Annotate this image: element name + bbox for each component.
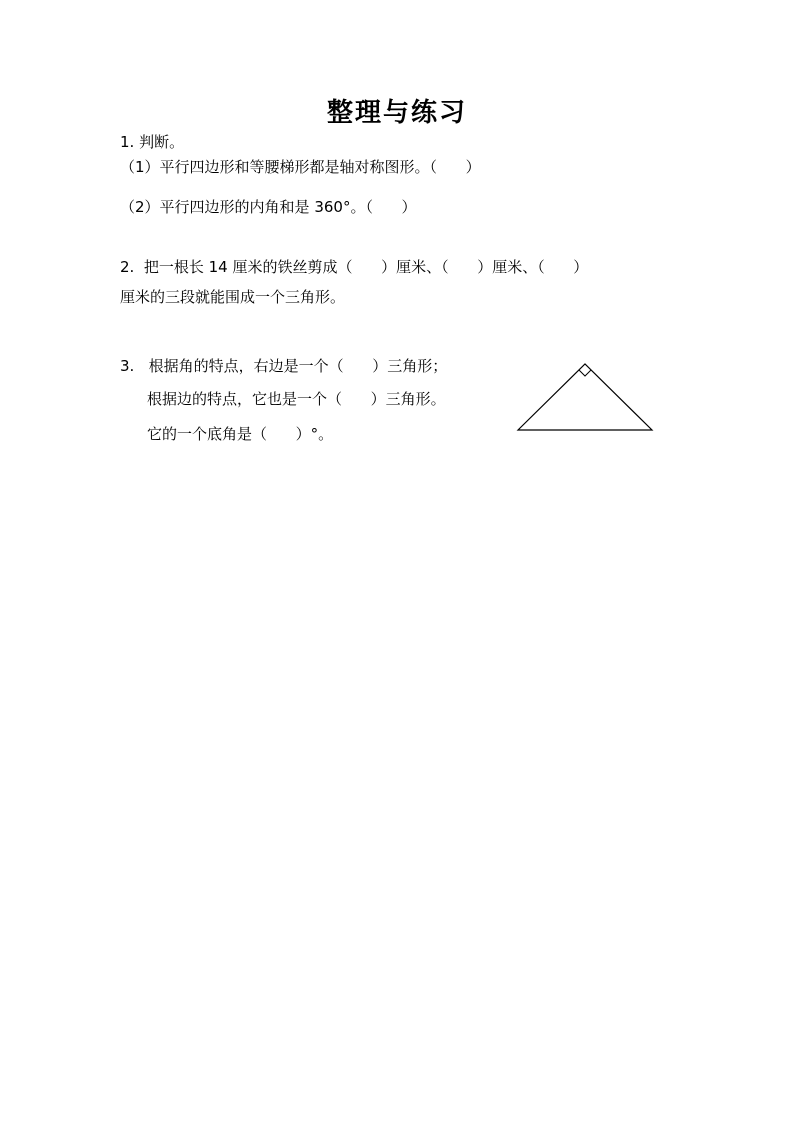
q3-line-2: 根据边的特点，它也是一个（ ）三角形。 bbox=[147, 390, 446, 408]
q1-heading: 1. 判断。 bbox=[120, 133, 185, 151]
q2-line-2: 厘米的三段就能围成一个三角形。 bbox=[120, 288, 346, 306]
q3-line-3: 它的一个底角是（ ）°。 bbox=[147, 425, 334, 443]
page-title: 整理与练习 bbox=[326, 98, 467, 128]
triangle-outline bbox=[518, 364, 652, 430]
q3-line-1: 3. 根据角的特点，右边是一个（ ）三角形； bbox=[120, 357, 448, 375]
right-angle-mark bbox=[579, 370, 591, 376]
q1-item-1: （1）平行四边形和等腰梯形都是轴对称图形。（ ） bbox=[120, 158, 481, 176]
right-isosceles-triangle-figure bbox=[514, 360, 656, 436]
q2-line-1: 2. 把一根长 14 厘米的铁丝剪成（ ）厘米、（ ）厘米、（ ） bbox=[120, 258, 589, 276]
q1-item-2: （2）平行四边形的内角和是 360°。（ ） bbox=[120, 198, 417, 216]
